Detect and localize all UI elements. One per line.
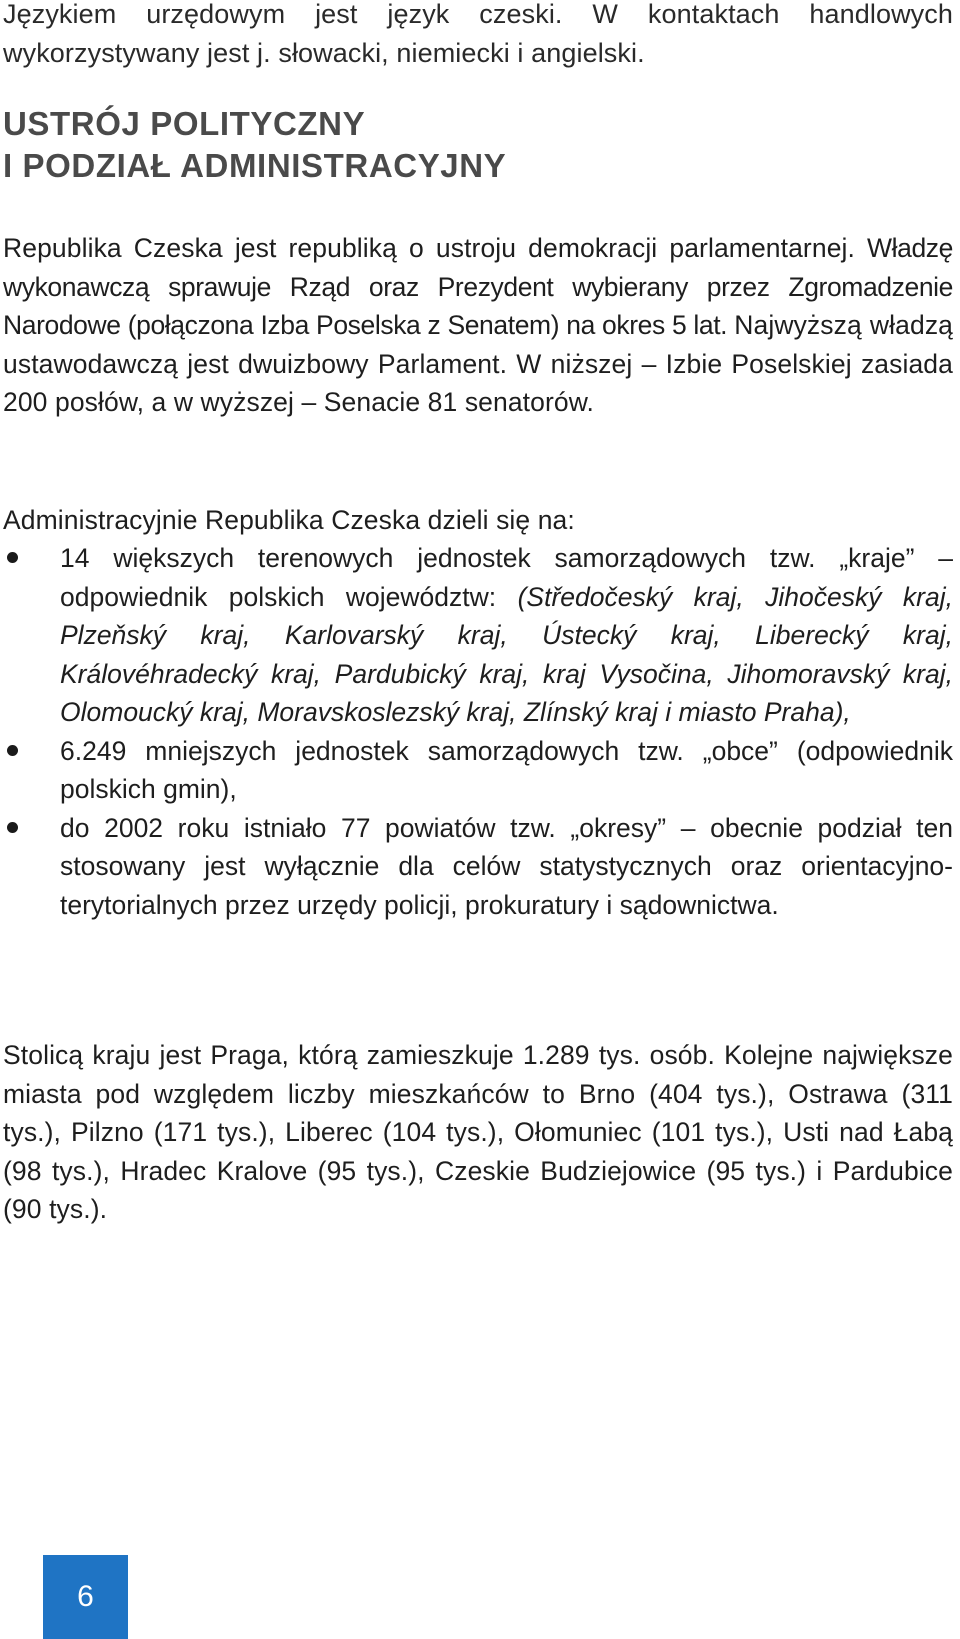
list-item — [3, 809, 953, 925]
section-heading-line-2: I PODZIAŁ ADMINISTRACYJNY — [3, 147, 507, 184]
administrative-division-list — [3, 539, 953, 924]
bullet-icon — [7, 745, 18, 756]
capital-paragraph: Stolicą kraju jest Praga, którą zamieszkuje 1.289 tys. osób. Kolejne największe miasta pod względem liczby mieszkańców to Brno (404 tys.), Ostrawa (311 tys.), Pilzno (171 tys.), Liberec (104 tys.), Ołomuniec (101 tys.), Usti nad Łabą (98 tys.), Hradec Kralove (95 tys.), Czeskie Budziejowice (95 tys.) i Pardubice (90 tys.). — [3, 1040, 953, 1224]
page-number-badge — [43, 1555, 128, 1639]
list-item-text: do 2002 roku istniało 77 powiatów tzw. „okresy” – obecnie podział ten stosowany jest wyłącznie dla celów statystycznych oraz orientacyjno-terytorialnych przez urzędy policji, prokuratury i sądownictwa. — [60, 812, 953, 920]
intro-paragraph: Językiem urzędowym jest język czeski. W kontaktach handlowych wykorzystywany jest j. słowacki, niemiecki i angielski. — [3, 0, 953, 68]
section-heading-line-1: USTRÓJ POLITYCZNY — [3, 105, 366, 142]
list-item — [3, 732, 953, 809]
political-system-sentence-1: Republika Czeska jest republiką o ustroju demokracji parlamentarnej. — [3, 233, 868, 263]
section-heading — [3, 103, 506, 187]
list-item-italic-text: (Středočeský kraj, Jihočeský kraj, Plzeňský kraj, Karlovarský kraj, Ústecký kraj, Liberecký kraj, Královéhradecký kraj, Pardubický kraj, kraj Vysočina, Jihomoravský kraj, Olomoucký kraj, Moravskoslezský kraj, Zlínský kraj i miasto Praha), — [60, 581, 953, 727]
political-system-sentence-3: Najwyższą władzą ustawodawczą jest dwuizbowy Parlament. W niższej – Izbie Poselskiej zasiada 200 posłów, a w wyższej – Senacie 81 senatorów. — [3, 310, 954, 417]
political-system-sentence-2: Władzę wykonawczą sprawuje Rząd oraz Prezydent wybierany przez Zgromadzenie Narodowe (połączona Izba Poselska z Senatem) na okres 5 lat. — [3, 233, 953, 340]
political-system-paragraph — [3, 229, 953, 422]
list-item-text: 14 większych terenowych jednostek samorządowych tzw. „kraje” – odpowiednik polskich województw: — [60, 543, 953, 612]
bullet-icon — [7, 822, 18, 833]
bullet-icon — [7, 552, 18, 563]
administrative-division-intro: Administracyjnie Republika Czeska dzieli się na: — [3, 505, 575, 535]
list-item — [3, 539, 953, 732]
page-number: 6 — [77, 1580, 94, 1613]
list-item-text: 6.249 mniejszych jednostek samorządowych tzw. „obce” (odpowiednik polskich gmin), — [60, 735, 953, 804]
